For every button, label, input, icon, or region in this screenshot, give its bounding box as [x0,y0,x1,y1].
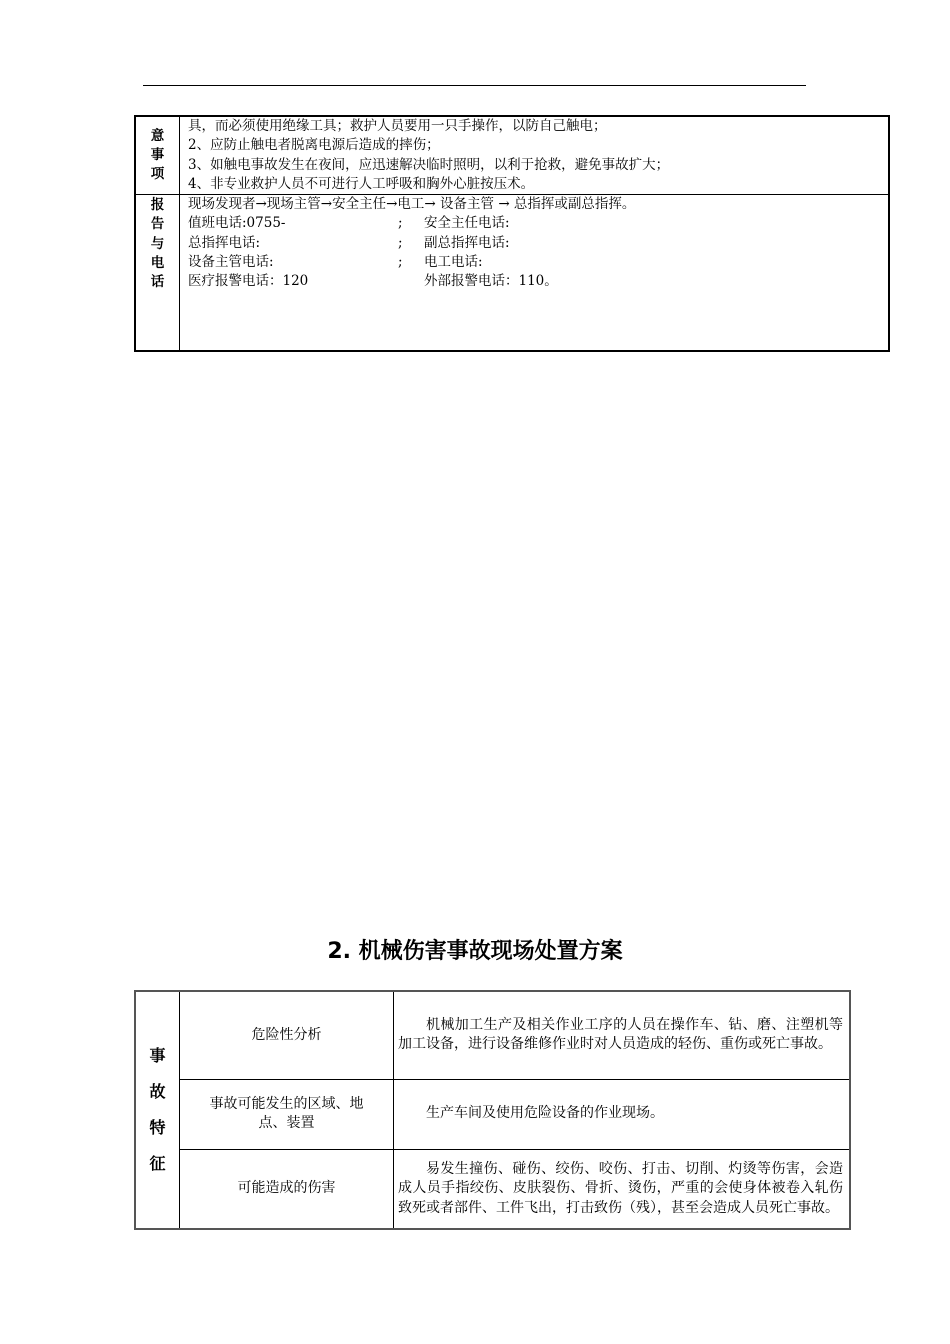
phone-left: 设备主管电话: [188,254,274,271]
phone-right: 安全主任电话: [424,215,510,232]
phone-right: 电工电话: [424,254,483,271]
phone-sep [398,272,424,291]
label-char: 事 [150,146,165,163]
report-row [135,195,889,351]
header-rule [143,85,806,86]
row-content: 易发生撞伤、碰伤、绞伤、咬伤、打击、切削、灼烫等伤害，会造成人员手指绞伤、皮肤裂伤、骨折、烫伤，严重的会使身体被卷入轧伤致死或者部件、工件飞出，打击致伤（残），甚至会造成人员死亡事故。 [394,1149,851,1229]
notes-content [180,116,890,195]
phone-left: 值班电话:0755- [188,215,286,232]
row-label: 事故可能发生的区域、地点、装置 [180,1079,394,1149]
phone-sep: ; [398,234,403,251]
phone-sep: ; [398,254,403,271]
table-row [135,991,850,1079]
notes-label [135,116,180,195]
note-line: 2、应防止触电者脱离电源后造成的摔伤； [188,137,440,154]
note-line: 3、如触电事故发生在夜间，应迅速解决临时照明，以利于抢救，避免事故扩大； [188,156,670,173]
note-line: 4、非专业救护人员不可进行人工呼吸和胸外心脏按压术。 [188,175,535,192]
label-char: 与 [150,235,165,252]
electric-shock-table [134,115,890,352]
report-content [180,195,890,351]
label-char: 项 [150,166,165,183]
label-char: 电 [150,255,165,272]
label-char: 报 [150,197,165,214]
phone-line [188,272,888,291]
phone-right: 外部报警电话：110。 [424,273,558,290]
phone-line [188,253,888,272]
notes-row [135,116,889,195]
label-char: 故 [149,1082,166,1101]
phone-line [188,234,888,253]
mechanical-injury-table [134,990,851,1230]
row-content: 机械加工生产及相关作业工序的人员在操作车、钻、磨、注塑机等加工设备，进行设备维修作业时对人员造成的轻伤、重伤或死亡事故。 [394,991,851,1079]
table-row [135,1079,850,1149]
label-char: 话 [150,274,165,291]
label-char: 意 [150,127,165,144]
section-title: 2. 机械伤害事故现场处置方案 [327,939,623,964]
table-row [135,1149,850,1229]
label-char: 特 [149,1118,166,1137]
row-content: 生产车间及使用危险设备的作业现场。 [394,1079,851,1149]
group-label [135,991,180,1229]
label-char: 征 [149,1154,166,1173]
report-label [135,195,180,351]
label-char: 告 [150,216,165,233]
phone-left: 总指挥电话: [188,234,261,251]
row-label: 可能造成的伤害 [180,1149,394,1229]
phone-left: 医疗报警电话：120 [188,273,309,290]
phone-sep: ; [398,215,403,232]
row-label: 危险性分析 [180,991,394,1079]
report-flow: 现场发现者→现场主管→安全主任→电工→ 设备主管 → 总指挥或副总指挥。 [188,196,636,213]
phone-right: 副总指挥电话: [424,234,510,251]
note-line: 具，而必须使用绝缘工具；救护人员要用一只手操作，以防自己触电； [188,118,607,134]
label-char: 事 [149,1046,166,1065]
phone-line [188,214,888,233]
